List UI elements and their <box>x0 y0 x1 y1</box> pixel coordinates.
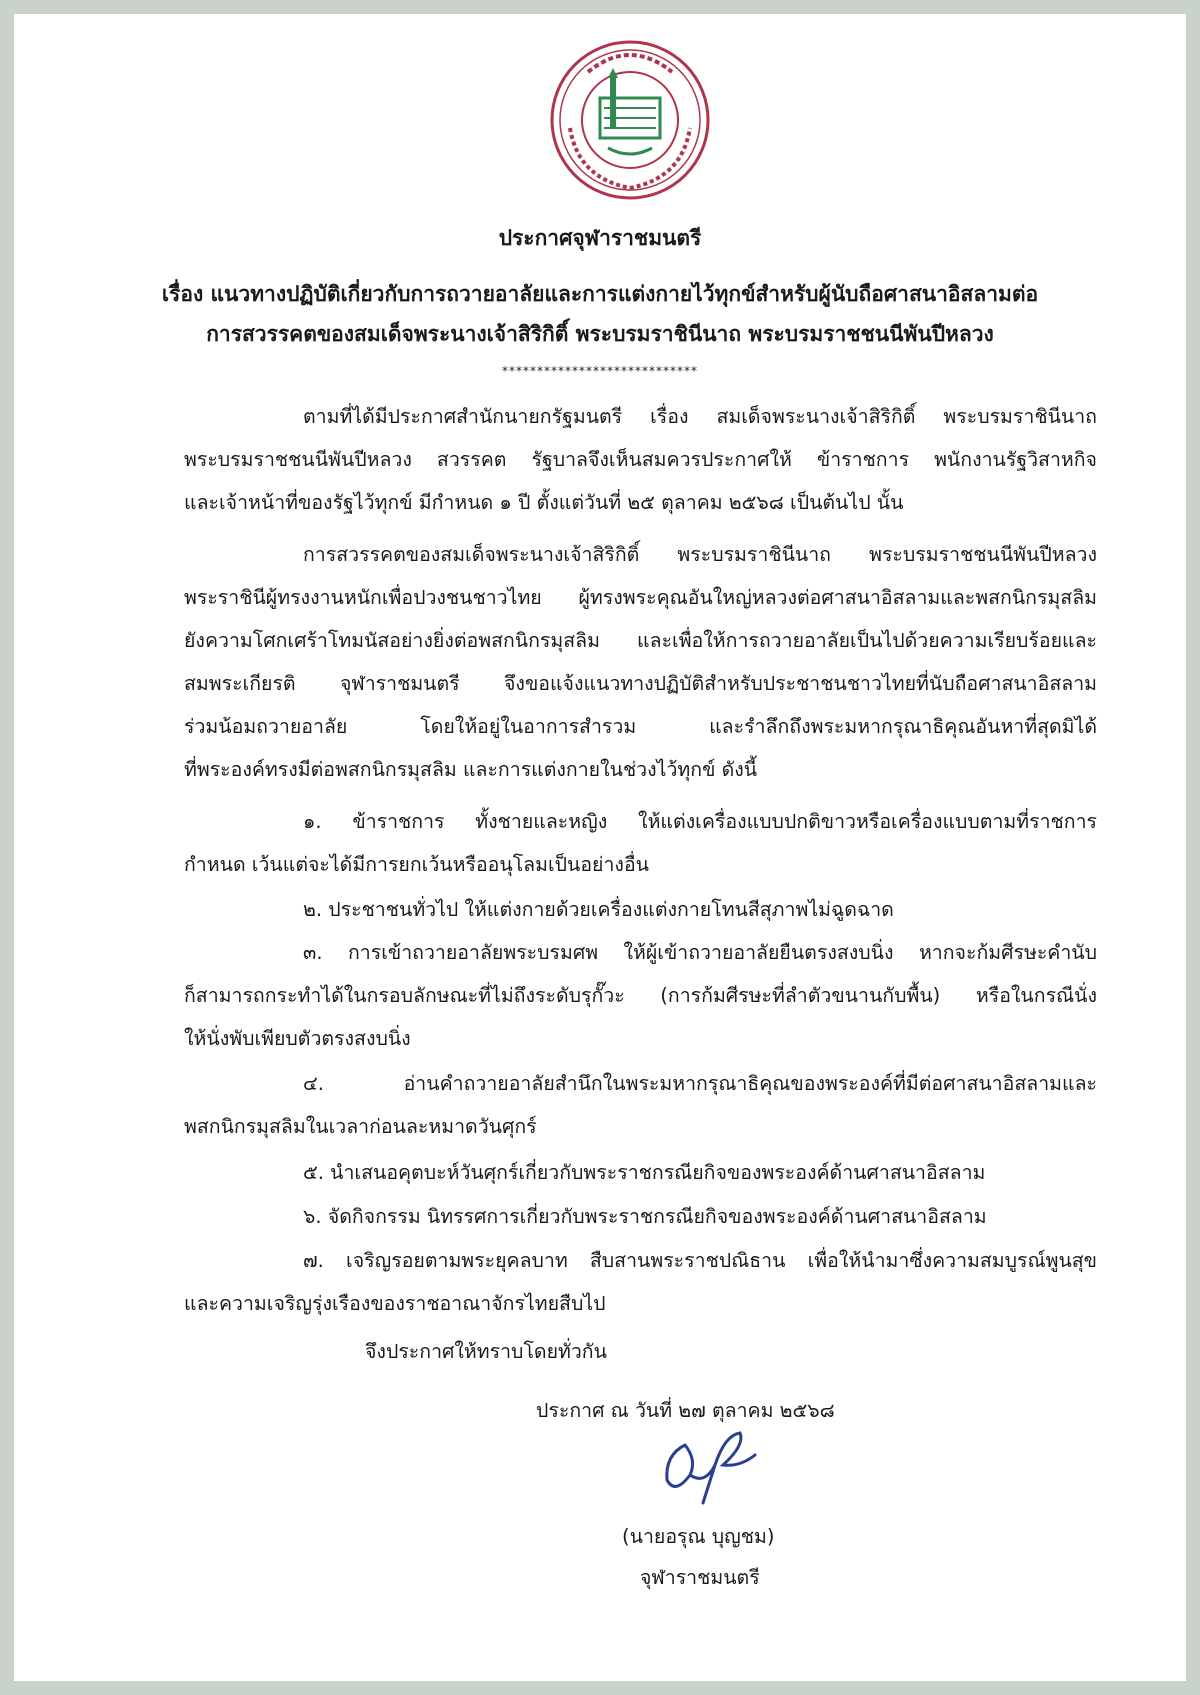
subject-line-1: เรื่อง แนวทางปฏิบัติเกี่ยวกับการถวายอาลัยและการแต่งกายไว้ทุกข์สำหรับผู้นับถือศาสนาอิสลามต่อ <box>161 282 1039 306</box>
list-item-line: กำหนด เว้นแต่จะได้มีการยกเว้นหรืออนุโลมเป็นอย่างอื่น <box>184 853 649 876</box>
list-item-line: ๑. ข้าราชการ ทั้งชายและหญิง ให้แต่งเครื่องแบบปกติขาวหรือเครื่องแบบตามที่ราชการ <box>303 810 1097 833</box>
subject-line-2: การสวรรคตของสมเด็จพระนางเจ้าสิริกิติ์ พระบรมราชินีนาถ พระบรมราชชนนีพันปีหลวง <box>206 322 994 346</box>
paragraph-line: สมพระเกียรติ จุฬาราชมนตรี จึงขอแจ้งแนวทางปฏิบัติสำหรับประชาชนชาวไทยที่นับถือศาสนาอิสลาม <box>184 672 1097 695</box>
paragraph-line: ที่พระองค์ทรงมีต่อพสกนิกรมุสลิม และการแต่งกายในช่วงไว้ทุกข์ ดังนี้ <box>184 758 758 781</box>
sheikhul-islam-seal-logo <box>548 38 712 202</box>
signer-name: (นายอรุณ บุญชม) <box>622 1525 775 1548</box>
paragraph-line: การสวรรคตของสมเด็จพระนางเจ้าสิริกิติ์ พระบรมราชินีนาถ พระบรมราชชนนีพันปีหลวง <box>303 543 1097 566</box>
separator: **************************** <box>502 364 698 378</box>
paragraph-line: ตามที่ได้มีประกาศสำนักนายกรัฐมนตรี เรื่อง สมเด็จพระนางเจ้าสิริกิติ์ พระบรมราชินีนาถ <box>303 405 1097 428</box>
list-item-line: ๗. เจริญรอยตามพระยุคลบาท สืบสานพระราชปณิธาน เพื่อให้นำมาซึ่งความสมบูรณ์พูนสุข <box>303 1249 1097 1272</box>
paragraph-line: และเจ้าหน้าที่ของรัฐไว้ทุกข์ มีกำหนด ๑ ปี ตั้งแต่วันที่ ๒๕ ตุลาคม ๒๕๖๘ เป็นต้นไป นั้น <box>184 491 904 514</box>
closing-statement: จึงประกาศให้ทราบโดยทั่วกัน <box>365 1340 607 1363</box>
list-item-line: ก็สามารถกระทำได้ในกรอบลักษณะที่ไม่ถึงระดับรุกั๊วะ (การก้มศีรษะที่ลำตัวขนานกับพื้น) หรือในกรณีนั่ง <box>184 984 1097 1007</box>
paragraph-line: พระราชินีผู้ทรงงานหนักเพื่อปวงชนชาวไทย ผู้ทรงพระคุณอันใหญ่หลวงต่อศาสนาอิสลามและพสกนิกรมุสลิม <box>184 586 1097 609</box>
list-item-line: ๖. จัดกิจกรรม นิทรรศการเกี่ยวกับพระราชกรณียกิจของพระองค์ด้านศาสนาอิสลาม <box>303 1205 987 1228</box>
announcement-date: ประกาศ ณ วันที่ ๒๗ ตุลาคม ๒๕๖๘ <box>536 1399 835 1422</box>
list-item-line: ๔. อ่านคำถวายอาลัยสำนึกในพระมหากรุณาธิคุณของพระองค์ที่มีต่อศาสนาอิสลามและ <box>303 1072 1097 1095</box>
signature-image <box>645 1425 775 1505</box>
list-item-line: ๓. การเข้าถวายอาลัยพระบรมศพ ให้ผู้เข้าถวายอาลัยยืนตรงสงบนิ่ง หากจะก้มศีรษะคำนับ <box>303 941 1097 964</box>
document-page <box>14 14 1186 1681</box>
list-item-line: และความเจริญรุ่งเรืองของราชอาณาจักรไทยสืบไป <box>184 1292 606 1315</box>
document-title: ประกาศจุฬาราชมนตรี <box>498 226 702 250</box>
list-item-line: ๒. ประชาชนทั่วไป ให้แต่งกายด้วยเครื่องแต่งกายโทนสีสุภาพไม่ฉูดฉาด <box>303 898 894 921</box>
list-item-line: พสกนิกรมุสลิมในเวลาก่อนละหมาดวันศุกร์ <box>184 1115 537 1138</box>
list-item-line: ๕. นำเสนอคุตบะห์วันศุกร์เกี่ยวกับพระราชกรณียกิจของพระองค์ด้านศาสนาอิสลาม <box>303 1161 986 1184</box>
paragraph-line: พระบรมราชชนนีพันปีหลวง สวรรคต รัฐบาลจึงเห็นสมควรประกาศให้ ข้าราชการ พนักงานรัฐวิสาหกิจ <box>184 448 1097 471</box>
paragraph-line: ร่วมน้อมถวายอาลัย โดยให้อยู่ในอาการสำรวม และรำลึกถึงพระมหากรุณาธิคุณอันหาที่สุดมิได้ <box>184 715 1097 738</box>
paragraph-line: ยังความโศกเศร้าโทมนัสอย่างยิ่งต่อพสกนิกรมุสลิม และเพื่อให้การถวายอาลัยเป็นไปด้วยความเรียบร้อยและ <box>184 629 1097 652</box>
list-item-line: ให้นั่งพับเพียบตัวตรงสงบนิ่ง <box>184 1027 411 1050</box>
signer-title: จุฬาราชมนตรี <box>640 1566 760 1589</box>
